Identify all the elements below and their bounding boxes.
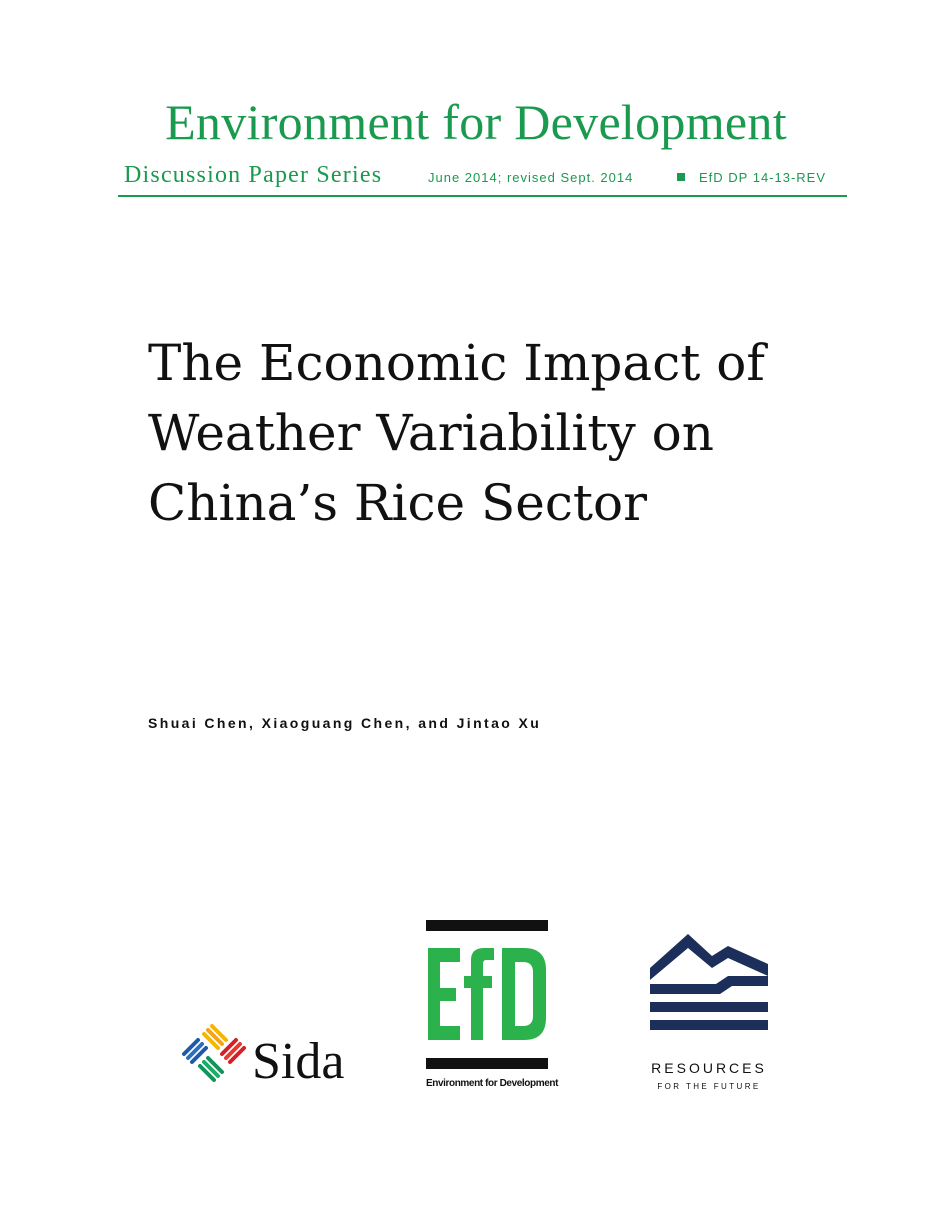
paper-title-line-2: Weather Variability on <box>148 404 714 462</box>
rff-tagline: FOR THE FUTURE <box>657 1082 761 1091</box>
series-info-bar <box>120 160 846 192</box>
authors: Shuai Chen, Xiaoguang Chen, and Jintao Xu <box>148 715 542 731</box>
efd-emblem-icon <box>426 918 558 1096</box>
efd-logo <box>426 918 558 1096</box>
series-title: Environment for Development <box>165 94 787 150</box>
rff-mountain-icon <box>628 930 790 1050</box>
sida-wordmark: Sida <box>252 1033 345 1090</box>
paper-title <box>148 328 868 538</box>
paper-id: EfD DP 14-13-REV <box>699 170 827 185</box>
header-rule <box>118 195 847 197</box>
sida-emblem-icon <box>178 1020 358 1090</box>
paper-title-line-1: The Economic Impact of <box>148 334 765 392</box>
separator-square-icon <box>677 173 685 181</box>
series-name: Discussion Paper Series <box>124 162 383 188</box>
rff-name: RESOURCES <box>651 1060 767 1076</box>
efd-tagline: Environment for Development <box>426 1078 558 1089</box>
sida-logo <box>178 1020 358 1090</box>
rff-logo <box>628 930 790 1100</box>
paper-title-line-3: China’s Rice Sector <box>148 474 647 532</box>
publication-date: June 2014; revised Sept. 2014 <box>428 170 634 185</box>
